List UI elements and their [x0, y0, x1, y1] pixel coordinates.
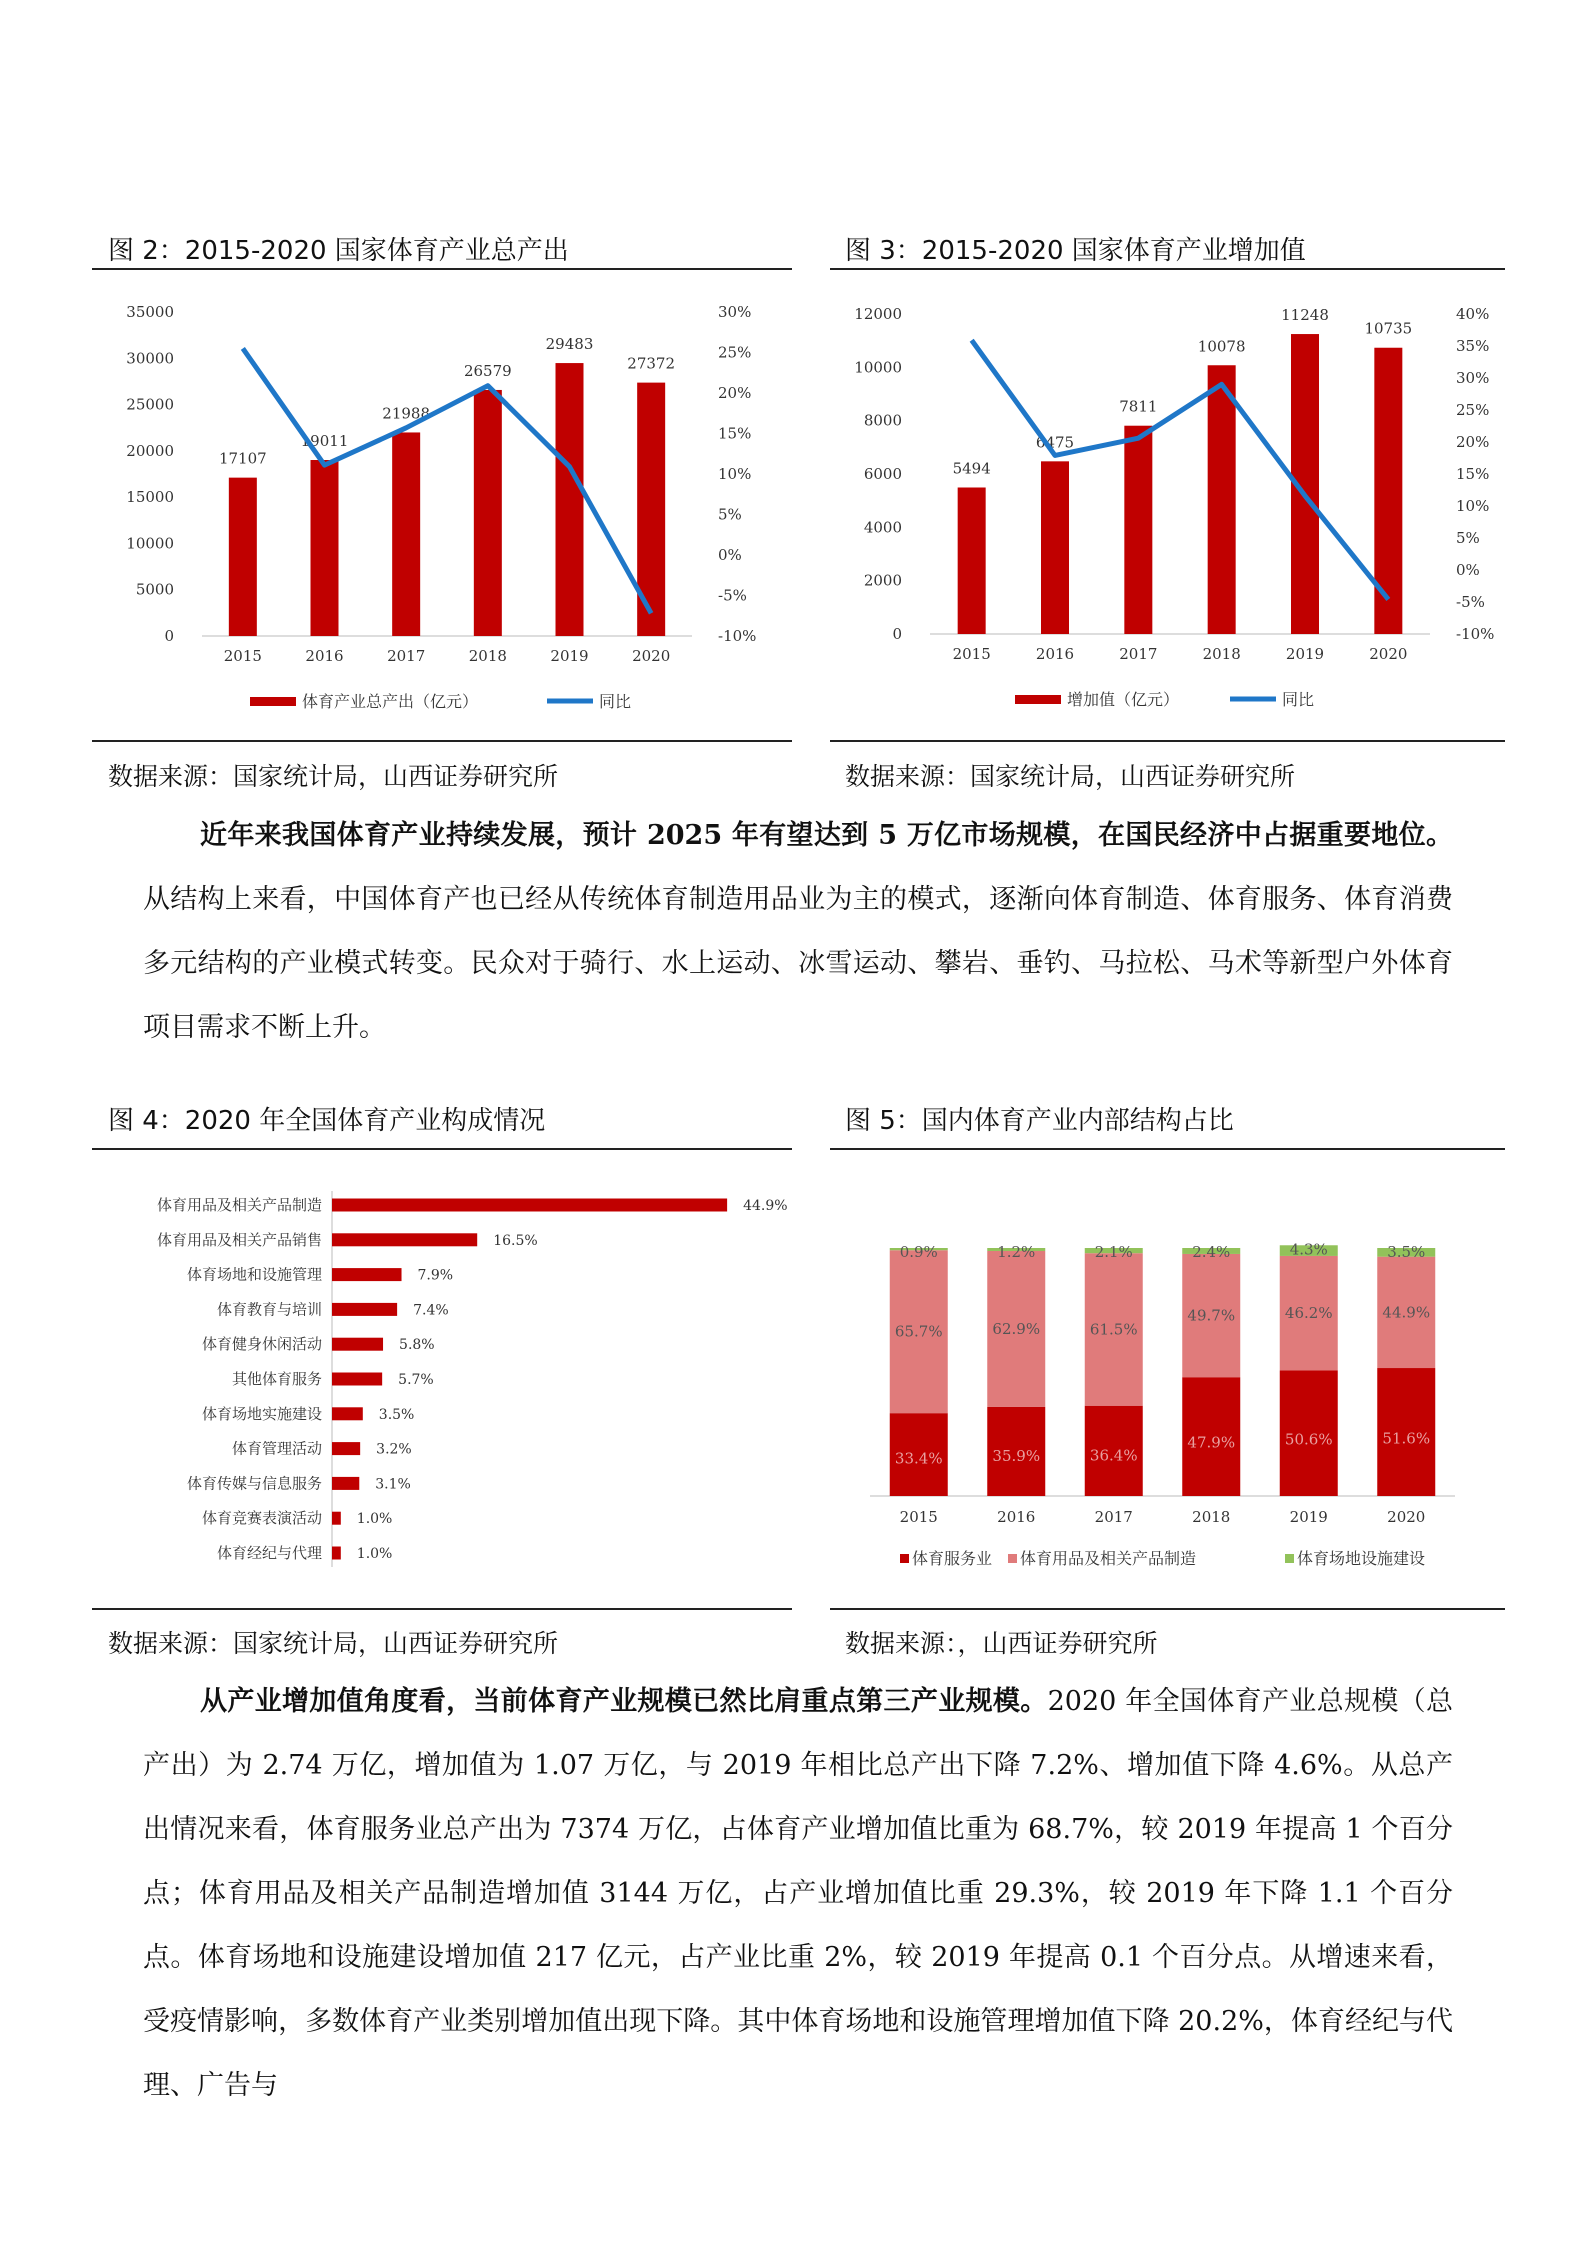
fig2-y2tick: 15% — [718, 424, 752, 443]
fig4-category-label: 体育竞赛表演活动 — [201, 1509, 322, 1528]
fig4-bar — [332, 1199, 727, 1212]
fig5-segment-label: 3.5% — [1387, 1243, 1426, 1261]
fig2-source: 数据来源：国家统计局，山西证券研究所 — [108, 762, 559, 791]
fig2-bar — [474, 390, 502, 636]
fig4-bar — [332, 1373, 382, 1386]
paragraph-2-bold: 从产业增加值角度看，当前体育产业规模已然比肩重点第三产业规模。 — [200, 1686, 1048, 1717]
fig3-y2tick: 5% — [1456, 529, 1480, 547]
fig2-ytick: 30000 — [126, 349, 174, 368]
fig3-xtick: 2017 — [1119, 645, 1158, 663]
fig4-value-label: 3.2% — [376, 1441, 412, 1458]
fig3-ytick: 8000 — [863, 411, 902, 430]
fig3-ytick: 6000 — [863, 465, 902, 483]
fig4-category-label: 体育场地实施建设 — [201, 1404, 322, 1423]
fig3-legend-line-label: 同比 — [1282, 690, 1315, 709]
fig2-bar-label: 27372 — [627, 354, 676, 373]
fig5-segment-label: 0.9% — [899, 1243, 938, 1261]
fig2-legend-bar-label: 体育产业总产出（亿元） — [302, 692, 479, 711]
fig4-value-label: 1.0% — [356, 1546, 393, 1562]
fig5-legend-label: 体育服务业 — [912, 1549, 993, 1568]
fig3-y2tick: -5% — [1456, 593, 1485, 611]
fig2-y2tick: 5% — [718, 505, 742, 524]
fig2-legend-bar-swatch — [250, 697, 296, 706]
fig5-xtick: 2016 — [997, 1508, 1036, 1526]
fig5-segment-label: 44.9% — [1382, 1303, 1431, 1322]
fig5-xtick: 2019 — [1289, 1508, 1328, 1526]
fig3-bar — [958, 487, 986, 634]
fig2-bar — [392, 432, 420, 636]
fig2-bar-label: 19011 — [300, 432, 349, 451]
fig3-y2tick: 10% — [1456, 497, 1490, 515]
fig3-y2tick: 35% — [1456, 337, 1490, 355]
fig2-bar-label: 17107 — [218, 449, 267, 468]
fig2-y2tick: 10% — [718, 465, 752, 483]
paragraph-1-text: 从结构上来看，中国体育产也已经从传统体育制造用品业为主的模式，逐渐向体育制造、体育服务、体育消费多元结构的产业模式转变。民众对于骑行、水上运动、冰雪运动、攀岩、垂钓、马拉松、马术等新型户外体育项目需求不断上升。 — [143, 884, 1453, 1043]
paragraph-1 — [143, 804, 1453, 1060]
fig2-bar — [311, 460, 339, 636]
fig3-bottom-rule — [830, 740, 1505, 742]
fig3-bar-label: 6475 — [1035, 433, 1075, 452]
fig5-legend-swatch — [1008, 1554, 1017, 1563]
fig5-segment-label: 2.4% — [1192, 1243, 1231, 1261]
fig5-segment-label: 46.2% — [1284, 1304, 1333, 1323]
fig4-top-rule — [92, 1148, 792, 1150]
fig3-bar — [1041, 461, 1069, 634]
fig2-xtick: 2020 — [632, 647, 671, 665]
fig4-bar — [332, 1233, 477, 1246]
fig2-xtick: 2018 — [468, 647, 507, 665]
fig3-chart — [830, 280, 1505, 740]
paragraph-2-text: 2020 年全国体育产业总规模（总产出）为 2.74 万亿，增加值为 1.07 万亿，与 2019 年相比总产出下降 7.2%、增加值下降 4.6%。从总产出情况来看，体育服务业总产出为 7374 万亿，占体育产业增加值比重为 68.7%，较 2019 年提高 1 个百分点；体育用品及相关产品制造增加值 3144 万亿，占产业增加值比重 29.3%，较 2019 年下降 1.1 个百分点。体育场地和设施建设增加值 217 亿元，占产业比重 2%，较 2019 年提高 0.1 个百分点。从增速来看，受疫情影响，多数体育产业类别增加值出现下降。其中体育场地和设施管理增加值下降 20.2%，体育经纪与代理、广告与 — [143, 1686, 1454, 2101]
fig5-title: 图 5：国内体育产业内部结构占比 — [845, 1106, 1234, 1136]
fig2-ytick: 15000 — [126, 488, 174, 507]
fig2-y2tick: 25% — [718, 343, 752, 362]
fig4-value-label: 3.5% — [378, 1406, 415, 1423]
fig3-y2tick: -10% — [1456, 625, 1495, 643]
fig5-segment-label: 62.9% — [992, 1319, 1041, 1338]
fig4-bar — [332, 1547, 341, 1560]
fig3-y2tick: 30% — [1456, 369, 1490, 387]
fig2-y2tick: -10% — [718, 627, 757, 645]
fig5-legend-label: 体育场地设施建设 — [1297, 1549, 1426, 1568]
fig4-category-label: 体育用品及相关产品销售 — [156, 1230, 322, 1249]
fig5-segment-label: 61.5% — [1089, 1320, 1138, 1339]
fig2-legend-line-label: 同比 — [599, 692, 632, 711]
fig2-top-rule — [92, 268, 792, 270]
fig5-segment-label: 47.9% — [1187, 1433, 1236, 1452]
fig4-value-label: 5.7% — [398, 1372, 434, 1388]
fig2-y2tick: 30% — [718, 303, 752, 321]
fig3-bar — [1124, 426, 1152, 634]
fig5-segment-label: 49.7% — [1187, 1306, 1236, 1325]
fig2-xtick: 2017 — [387, 647, 426, 665]
fig4-bar — [332, 1407, 363, 1420]
fig3-xtick: 2015 — [952, 645, 991, 663]
fig4-value-label: 3.1% — [375, 1476, 411, 1493]
fig5-xtick: 2018 — [1192, 1508, 1231, 1526]
fig2-bar — [229, 478, 257, 636]
fig2-title: 图 2：2015-2020 国家体育产业总产出 — [108, 236, 569, 266]
fig3-ytick: 12000 — [854, 305, 902, 323]
fig5-segment-label: 36.4% — [1089, 1446, 1138, 1465]
fig2-y2tick: 20% — [718, 384, 752, 402]
fig5-segment-label: 2.1% — [1094, 1243, 1133, 1261]
fig4-bar — [332, 1442, 360, 1455]
fig5-bottom-rule — [830, 1608, 1505, 1610]
fig4-category-label: 体育场地和设施管理 — [186, 1265, 322, 1284]
fig3-xtick: 2018 — [1202, 645, 1241, 663]
fig2-chart — [92, 280, 792, 740]
fig3-title: 图 3：2015-2020 国家体育产业增加值 — [845, 236, 1306, 266]
fig4-bar — [332, 1512, 341, 1525]
fig3-xtick: 2016 — [1035, 645, 1075, 663]
fig3-y2tick: 25% — [1456, 401, 1490, 419]
fig4-category-label: 体育经纪与代理 — [216, 1544, 322, 1562]
fig4-value-label: 5.8% — [399, 1337, 435, 1354]
fig4-bar — [332, 1268, 402, 1281]
fig2-xtick: 2015 — [223, 647, 262, 665]
fig2-bar-label: 26579 — [463, 361, 512, 380]
fig2-ytick: 25000 — [126, 395, 174, 414]
fig2-bar — [556, 363, 584, 636]
fig3-y2tick: 20% — [1456, 433, 1490, 451]
fig5-chart — [830, 1160, 1505, 1600]
fig3-xtick: 2019 — [1285, 645, 1325, 663]
fig4-bottom-rule — [92, 1608, 792, 1610]
fig2-xtick: 2016 — [305, 647, 344, 665]
fig3-bar-label: 11248 — [1281, 306, 1329, 325]
fig3-y2tick: 40% — [1456, 305, 1490, 323]
fig2-ytick: 0 — [164, 627, 174, 645]
fig2-y2tick: 0% — [718, 546, 742, 564]
fig3-bar-label: 10735 — [1364, 319, 1413, 338]
fig5-xtick: 2017 — [1094, 1508, 1133, 1526]
fig3-ytick: 4000 — [863, 518, 902, 537]
fig3-ytick: 0 — [892, 625, 902, 643]
fig3-ytick: 10000 — [854, 358, 902, 377]
fig3-line-series — [972, 340, 1389, 599]
fig2-ytick: 10000 — [126, 534, 174, 553]
fig3-bar-label: 7811 — [1119, 397, 1158, 416]
fig5-segment-label: 35.9% — [992, 1446, 1041, 1465]
fig5-legend-swatch — [900, 1554, 909, 1563]
fig4-value-label: 7.4% — [413, 1302, 449, 1319]
fig2-ytick: 35000 — [126, 303, 174, 321]
fig5-segment-label: 51.6% — [1382, 1429, 1431, 1448]
fig3-source: 数据来源：国家统计局，山西证券研究所 — [845, 762, 1296, 791]
fig2-bottom-rule — [92, 740, 792, 742]
fig4-bar — [332, 1338, 383, 1351]
fig3-y2tick: 0% — [1456, 561, 1480, 579]
fig4-category-label: 体育教育与培训 — [216, 1300, 322, 1319]
fig5-legend-label: 体育用品及相关产品制造 — [1020, 1549, 1197, 1568]
fig5-xtick: 2020 — [1387, 1508, 1426, 1526]
fig5-segment-label: 50.6% — [1284, 1430, 1333, 1449]
fig3-top-rule — [830, 268, 1505, 270]
fig2-ytick: 20000 — [126, 441, 174, 460]
fig5-xtick: 2015 — [899, 1508, 938, 1526]
fig5-top-rule — [830, 1148, 1505, 1150]
fig4-value-label: 44.9% — [743, 1198, 788, 1214]
fig2-y2tick: -5% — [718, 586, 747, 605]
fig4-category-label: 体育用品及相关产品制造 — [156, 1196, 322, 1214]
fig4-category-label: 其他体育服务 — [231, 1370, 322, 1388]
fig4-title: 图 4：2020 年全国体育产业构成情况 — [108, 1106, 546, 1136]
fig4-source: 数据来源：国家统计局，山西证券研究所 — [108, 1629, 559, 1658]
fig3-legend-bar-swatch — [1015, 695, 1061, 704]
fig5-segment-label: 4.3% — [1289, 1240, 1328, 1259]
fig3-ytick: 2000 — [863, 571, 902, 590]
fig4-bar — [332, 1477, 359, 1490]
fig4-category-label: 体育传媒与信息服务 — [186, 1474, 322, 1493]
fig4-chart — [92, 1160, 792, 1600]
paragraph-2 — [143, 1670, 1453, 2118]
fig4-value-label: 7.9% — [417, 1267, 454, 1284]
fig3-bar-label: 5494 — [952, 459, 991, 478]
fig2-line-series — [243, 348, 651, 613]
fig2-bar-label: 29483 — [545, 335, 594, 354]
fig3-xtick: 2020 — [1369, 645, 1408, 663]
fig2-xtick: 2019 — [550, 647, 589, 665]
fig5-segment-label: 1.2% — [997, 1243, 1036, 1261]
fig3-bar-label: 10078 — [1197, 337, 1246, 356]
fig4-category-label: 体育健身休闲活动 — [201, 1335, 322, 1354]
fig3-y2tick: 15% — [1456, 465, 1490, 483]
paragraph-1-bold: 近年来我国体育产业持续发展，预计 2025 年有望达到 5 万亿市场规模，在国民经济中占据重要地位。 — [200, 820, 1453, 851]
fig4-bar — [332, 1303, 397, 1316]
fig4-value-label: 16.5% — [493, 1232, 538, 1249]
fig3-legend-bar-label: 增加值（亿元） — [1067, 690, 1180, 709]
fig5-segment-label: 33.4% — [894, 1449, 943, 1468]
fig2-ytick: 5000 — [135, 580, 174, 599]
fig4-category-label: 体育管理活动 — [231, 1439, 322, 1458]
fig5-segment-label: 65.7% — [894, 1322, 943, 1341]
fig5-legend-swatch — [1285, 1554, 1294, 1563]
fig2-bar-label: 21988 — [382, 404, 431, 423]
fig4-value-label: 1.0% — [356, 1511, 393, 1528]
fig5-source: 数据来源：，山西证券研究所 — [845, 1629, 1158, 1658]
fig3-bar — [1208, 365, 1236, 634]
